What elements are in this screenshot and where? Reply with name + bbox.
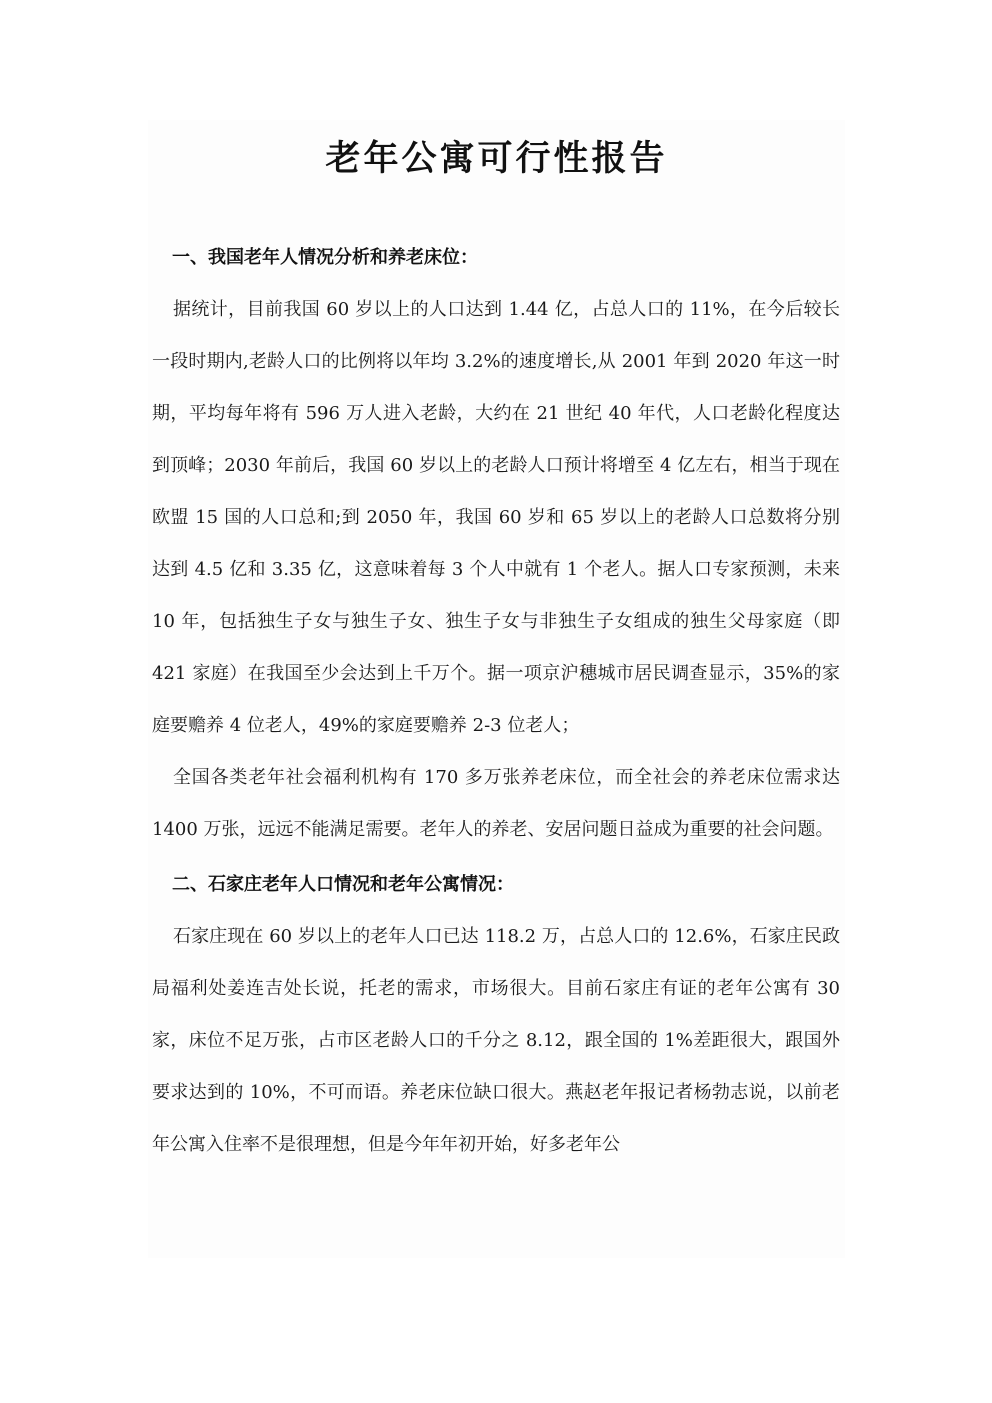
section-2-heading: 二、石家庄老年人口情况和老年公寓情况： <box>172 874 514 895</box>
section-1-paragraph-2: 全国各类老年社会福利机构有 170 多万张养老床位，而全社会的养老床位需求达 1400 万张，远远不能满足需要。老年人的养老、安居问题日益成为重要的社会问题。 <box>152 767 840 840</box>
document-page <box>148 120 845 1258</box>
section-1-heading: 一、我国老年人情况分析和养老床位： <box>172 247 478 268</box>
section-1-paragraph-1: 据统计，目前我国 60 岁以上的人口达到 1.44 亿，占总人口的 11%，在今后较长一段时期内,老龄人口的比例将以年均 3.2%的速度增长,从 2001 年到 2020 年这一时期，平均每年将有 596 万人进入老龄，大约在 21 世纪 40 年代，人口老龄化程度达到顶峰；2030 年前后，我国 60 岁以上的老龄人口预计将增至 4 亿左右，相当于现在欧盟 15 国的人口总和;到 2050 年，我国 60 岁和 65 岁以上的老龄人口总数将分别达到 4.5 亿和 3.35 亿，这意味着每 3 个人中就有 1 个老人。据人口专家预测，未来 10 年，包括独生子女与独生子女、独生子女与非独生子女组成的独生父母家庭（即 421 家庭）在我国至少会达到上千万个。据一项京沪穗城市居民调查显示，35%的家庭要赡养 4 位老人，49%的家庭要赡养 2-3 位老人； <box>152 299 840 736</box>
section-2-paragraph-1: 石家庄现在 60 岁以上的老年人口已达 118.2 万，占总人口的 12.6%，石家庄民政局福利处姜连吉处长说，托老的需求，市场很大。目前石家庄有证的老年公寓有 30 家，床位不足万张，占市区老龄人口的千分之 8.12，跟全国的 1%差距很大，跟国外要求达到的 10%，不可而语。养老床位缺口很大。燕赵老年报记者杨勃志说，以前老年公寓入住率不是很理想，但是今年年初开始，好多老年公 <box>152 926 840 1155</box>
document-title: 老年公寓可行性报告 <box>325 138 668 179</box>
